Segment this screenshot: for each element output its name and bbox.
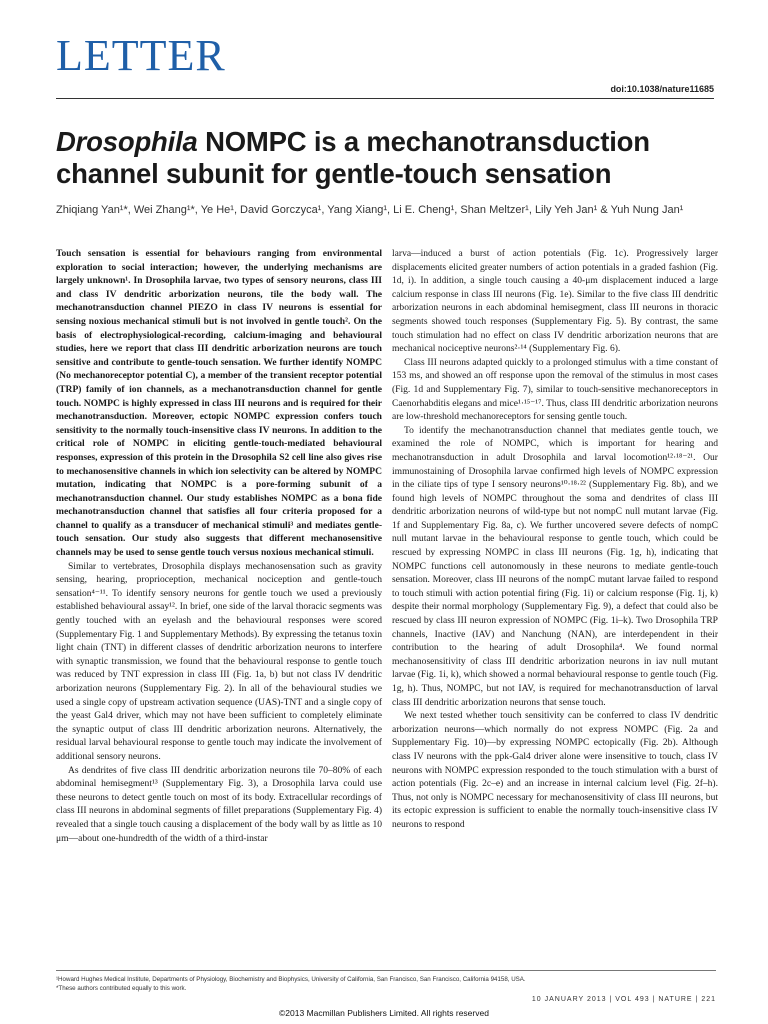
body-paragraph: To identify the mechanotransduction channel that mediates gentle touch, we examined the role of NOMPC, which is important for hearing and mechanotransduction in adult Drosophila and larval locomotion¹²·¹⁸⁻²¹. Our immunostaining of Drosophila larvae confirmed high levels of NOMPC expression in the ciliate tips of type I sensory neurons¹⁰·¹⁸·²² (Supplementary Fig. 8b), and we found high levels of NOMPC throughout the soma and dendrites of class III dendritic arborization neurons of wild-type but not nompC null mutant larvae (Fig. 1f and Supplementary Fig. 8a, c). We further uncovered severe defects of nompC null mutant larvae in the behavioural response to gentle touch, which could be rescued by expressing NOMPC in class III neurons (Fig. 1g, h), indicating that NOMPC functions cell autonomously in these neurons to mediate gentle-touch sensation. Moreover, class III neurons of the nompC mutant larvae failed to respond to touch stimuli with action potential firing (Fig. 1i) or calcium response (Fig. 1j, k) despite their normal morphology (Supplementary Fig. 9), a defect that could also be rescued by class III neuron expression of NOMPC (Fig. 1i–k). Two Drosophila TRP channels, Inactive (IAV) and Nanchung (NAN), are interdependent in their contribution to the hearing of adult Drosophila⁴. We found normal mechanosensitivity of class III dendritic arborization neurons in iav null mutant larvae (Fig. 1i, k), which showed a normal behavioural response to gentle touch (Fig. 1g, h). Thus, NOMPC, but not IAV, is required for mechanotransduction of larval class III dendritic arborization neurons that sense touch. xyxy=(392,424,718,708)
title-rest: NOMPC is a mechanotransduction channel subunit for gentle-touch sensation xyxy=(56,126,650,189)
article-title xyxy=(56,126,716,190)
abstract-paragraph: Touch sensation is essential for behaviours ranging from environmental exploration to social interaction; however, the underlying mechanisms are largely unknown¹. In Drosophila larvae, two types of sensory neurons, class III and class IV dendritic arborization neurons, tile the body wall. The mechanotransduction channel PIEZO in class IV neurons is essential for sensing noxious mechanical stimuli but is not involved in gentle touch². On the basis of electrophysiological-recording, calcium-imaging and behavioural studies, here we report that class III dendritic arborization neurons are touch sensitive and contribute to gentle-touch sensation. We further identify NOMPC (No mechanoreceptor potential C), a member of the transient receptor potential (TRP) family of ion channels, as a mechanotransduction channel for gentle touch. NOMPC is highly expressed in class III neurons and is required for their mechanotransduction. Moreover, ectopic NOMPC expression confers touch sensitivity to the normally touch-insensitive class IV neurons. In addition to the critical role of NOMPC in eliciting gentle-touch-mediated behavioural responses, expression of this protein in the Drosophila S2 cell line also gives rise to mechanosensitive channels in which ion selectivity can be altered by NOMPC mutation, indicating that NOMPC is a pore-forming subunit of a mechanotransduction channel. Our study establishes NOMPC as a bona fide mechanotransduction channel that satisfies all four criteria proposed for a channel to qualify as a transducer of mechanical stimuli³ and mediates gentle-touch sensation. Our study also suggests that different mechanosensitive channels may be used to sense gentle touch versus noxious mechanical stimuli. xyxy=(56,248,382,559)
copyright-line: ©2013 Macmillan Publishers Limited. All rights reserved xyxy=(279,1008,489,1018)
body-paragraph: larva—induced a burst of action potentials (Fig. 1c). Progressively larger displacements elicited greater numbers of action potentials in a graded fashion (Fig. 1d, i). In addition, a single touch causing a 40-μm displacement induced a large calcium response in class III neurons (Fig. 1e). Similar to the five class III dendritic arborization neurons in each abdominal hemisegment, class III neurons in thoracic segments showed touch responses (Supplementary Fig. 5). By contrast, the same touch stimulation had no effect on class IV dendritic arborization neurons that are mechanical nociceptive neurons²·¹⁴ (Supplementary Fig. 6). xyxy=(392,248,718,355)
body-paragraph: We next tested whether touch sensitivity can be conferred to class IV dendritic arborization neurons—which normally do not express NOMPC (Fig. 2a and Supplementary Fig. 10)—by expressing NOMPC ectopically (Fig. 2b). Although class IV neurons with the ppk-Gal4 driver alone were insensitive to touch, class IV neurons with NOMPC expression responded to the touch stimulation with a burst of action potentials (Fig. 2c–e) and an increase in internal calcium level (Fig. 2f–h). Thus, not only is NOMPC necessary for mechanosensitivity of class III neurons, but its ectopic expression is sufficient to enable the normally touch-insensitive class IV neurons to respond xyxy=(392,710,718,830)
body-paragraph: As dendrites of five class III dendritic arborization neurons tile 70–80% of each abdominal hemisegment¹³ (Supplementary Fig. 3), a Drosophila larva could use these neurons to detect gentle touch on most of its body. Extracellular recordings of class III neurons in abdominal segments of fillet preparations (Supplementary Fig. 4) revealed that a single touch causing a displacement of the body wall by as little as 10 μm—about one-hundredth of the width of a third-instar xyxy=(56,764,382,844)
section-label: LETTER xyxy=(56,31,226,80)
equal-contribution-note: *These authors contributed equally to this work. xyxy=(56,985,187,992)
title-italic: Drosophila xyxy=(56,126,198,157)
footnotes xyxy=(56,970,716,993)
body-paragraph: Similar to vertebrates, Drosophila displays mechanosensation such as gravity sensing, hearing, proprioception, mechanical nociception and gentle-touch sensation⁴⁻¹¹. To identify sensory neurons for gentle touch we used a previously established behavioural assay¹². In brief, one side of the larval thoracic segments was gently touched with an eyelash and the behavioural responses were scored (Supplementary Fig. 1 and Supplementary Methods). By expressing the tetanus toxin light chain (TNT) in different classes of dendritic arborization neurons to interfere with synaptic transmission, we found that the behavioural response to gentle touch was reduced by TNT expression in class III (Fig. 1a, b) but not class IV dendritic arborization neurons (Supplementary Fig. 2). In all of the behavioural studies we used a single copy of upstream activation sequence (UAS)-TNT and a single copy of the yeast Gal4 driver, which may not have been sufficient to completely eliminate the synaptic output of class III dendritic arborization neurons. Alternatively, the residual larval behavioural response to gentle touch may indicate the involvement of additional sensory neurons. xyxy=(56,560,382,762)
doi-link[interactable]: doi:10.1038/nature11685 xyxy=(610,84,714,94)
author-list: Zhiqiang Yan¹*, Wei Zhang¹*, Ye He¹, David Gorczyca¹, Yang Xiang¹, Li E. Cheng¹, Shan Meltzer¹, Lily Yeh Jan¹ & Yuh Nung Jan¹ xyxy=(56,204,684,216)
right-column xyxy=(392,247,718,832)
affiliation-note: ¹Howard Hughes Medical Institute, Departments of Physiology, Biochemistry and Biophysics, University of California, San Francisco, San Francisco, California 94158, USA. xyxy=(56,976,526,983)
body-paragraph: Class III neurons adapted quickly to a prolonged stimulus with a time constant of 153 ms, and showed an off response upon the removal of the stimulus in most cases (Fig. 1d and Supplementary Fig. 7), similar to touch-sensitive mechanoreceptors in Caenorhabditis elegans and mice¹·¹⁵⁻¹⁷. Thus, class III dendritic arborization neurons are low-threshold mechanoreceptors for sensing gentle touch. xyxy=(392,356,718,423)
left-column xyxy=(56,247,382,845)
header-rule xyxy=(56,98,714,99)
journal-footer: 10 JANUARY 2013 | VOL 493 | NATURE | 221 xyxy=(531,996,716,1003)
